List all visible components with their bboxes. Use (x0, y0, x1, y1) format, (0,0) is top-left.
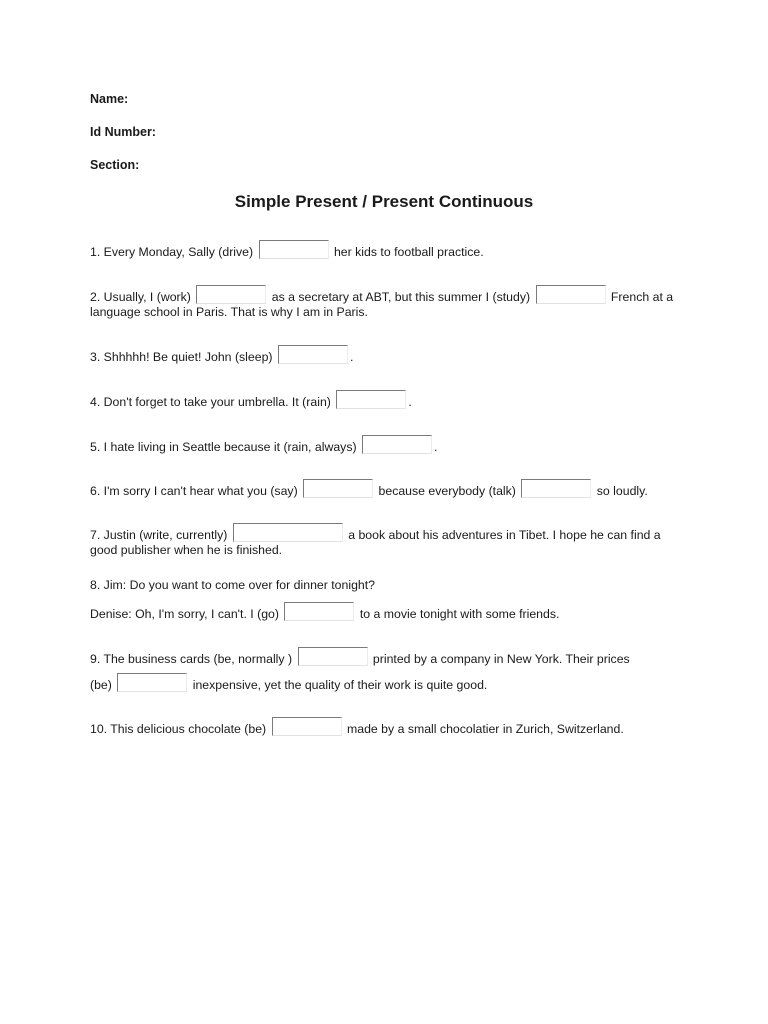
question-8-answer-box[interactable] (284, 602, 354, 621)
question-9-text-c: (be) (90, 678, 112, 692)
question-6-answer-box-2[interactable] (521, 479, 591, 498)
question-9 (90, 647, 690, 665)
question-6-text-a: 6. I'm sorry I can't hear what you (say) (90, 484, 298, 498)
question-9-line-2 (90, 673, 690, 691)
question-8-text-a: 8. Jim: Do you want to come over for dinner tonight? (90, 578, 376, 592)
question-9-answer-box-1[interactable] (298, 647, 368, 666)
question-2-answer-box-2[interactable] (536, 285, 606, 304)
id-number-label: Id Number: (90, 125, 156, 139)
worksheet-title: Simple Present / Present Continuous (234, 192, 534, 211)
question-8-text-c: to a movie tonight with some friends. (359, 607, 560, 621)
question-3 (90, 345, 690, 363)
question-2 (90, 285, 690, 321)
question-9-text-d: inexpensive, yet the quality of their work is quite good. (192, 678, 488, 692)
question-7 (90, 523, 690, 559)
question-5 (90, 435, 690, 453)
question-3-text-a: 3. Shhhhh! Be quiet! John (sleep) (90, 350, 273, 364)
question-6 (90, 479, 690, 497)
question-5-text-b: . (434, 440, 438, 454)
question-8-text-b: Denise: Oh, I'm sorry, I can't. I (go) (90, 607, 279, 621)
question-9-text-a: 9. The business cards (be, normally ) (90, 652, 293, 666)
question-4-answer-box[interactable] (336, 390, 406, 409)
question-5-text-a: 5. I hate living in Seattle because it (rain, always) (90, 440, 357, 454)
question-10-text-b: made by a small chocolatier in Zurich, Switzerland. (346, 722, 624, 736)
question-10-text-a: 10. This delicious chocolate (be) (90, 722, 267, 736)
question-6-text-b: because everybody (talk) (378, 484, 516, 498)
question-1 (90, 240, 690, 258)
name-label: Name: (90, 92, 129, 106)
question-2-text-b: as a secretary at ABT, but this summer I (study) (271, 290, 531, 304)
question-7-text-b: a book about his adventures in Tibet. I hope he can find a (348, 528, 661, 542)
question-5-answer-box[interactable] (362, 435, 432, 454)
question-2-text-d: language school in Paris. That is why I am in Paris. (90, 305, 368, 319)
question-1-text-b: her kids to football practice. (333, 245, 484, 259)
question-1-text-a: 1. Every Monday, Sally (drive) (90, 245, 254, 259)
question-9-answer-box-2[interactable] (117, 673, 187, 692)
question-2-answer-box-1[interactable] (196, 285, 266, 304)
question-4 (90, 390, 690, 408)
question-1-answer-box[interactable] (259, 240, 329, 259)
question-10 (90, 717, 690, 735)
question-3-text-b: . (349, 350, 354, 364)
question-7-text-c: good publisher when he is finished. (90, 543, 283, 557)
question-6-text-c: so loudly. (596, 484, 648, 498)
question-9-text-b: printed by a company in New York. Their prices (372, 652, 630, 666)
question-10-answer-box[interactable] (272, 717, 342, 736)
question-2-text-c: French at a (610, 290, 674, 304)
section-label: Section: (90, 158, 140, 172)
question-7-text-a: 7. Justin (write, currently) (90, 528, 228, 542)
question-4-text-a: 4. Don't forget to take your umbrella. It (rain) (90, 395, 331, 409)
question-8-line-2 (90, 602, 690, 620)
question-7-answer-box[interactable] (233, 523, 343, 542)
question-2-text-a: 2. Usually, I (work) (90, 290, 191, 304)
question-8 (90, 576, 690, 594)
question-6-answer-box-1[interactable] (303, 479, 373, 498)
question-3-answer-box[interactable] (278, 345, 348, 364)
question-4-text-b: . (408, 395, 412, 409)
